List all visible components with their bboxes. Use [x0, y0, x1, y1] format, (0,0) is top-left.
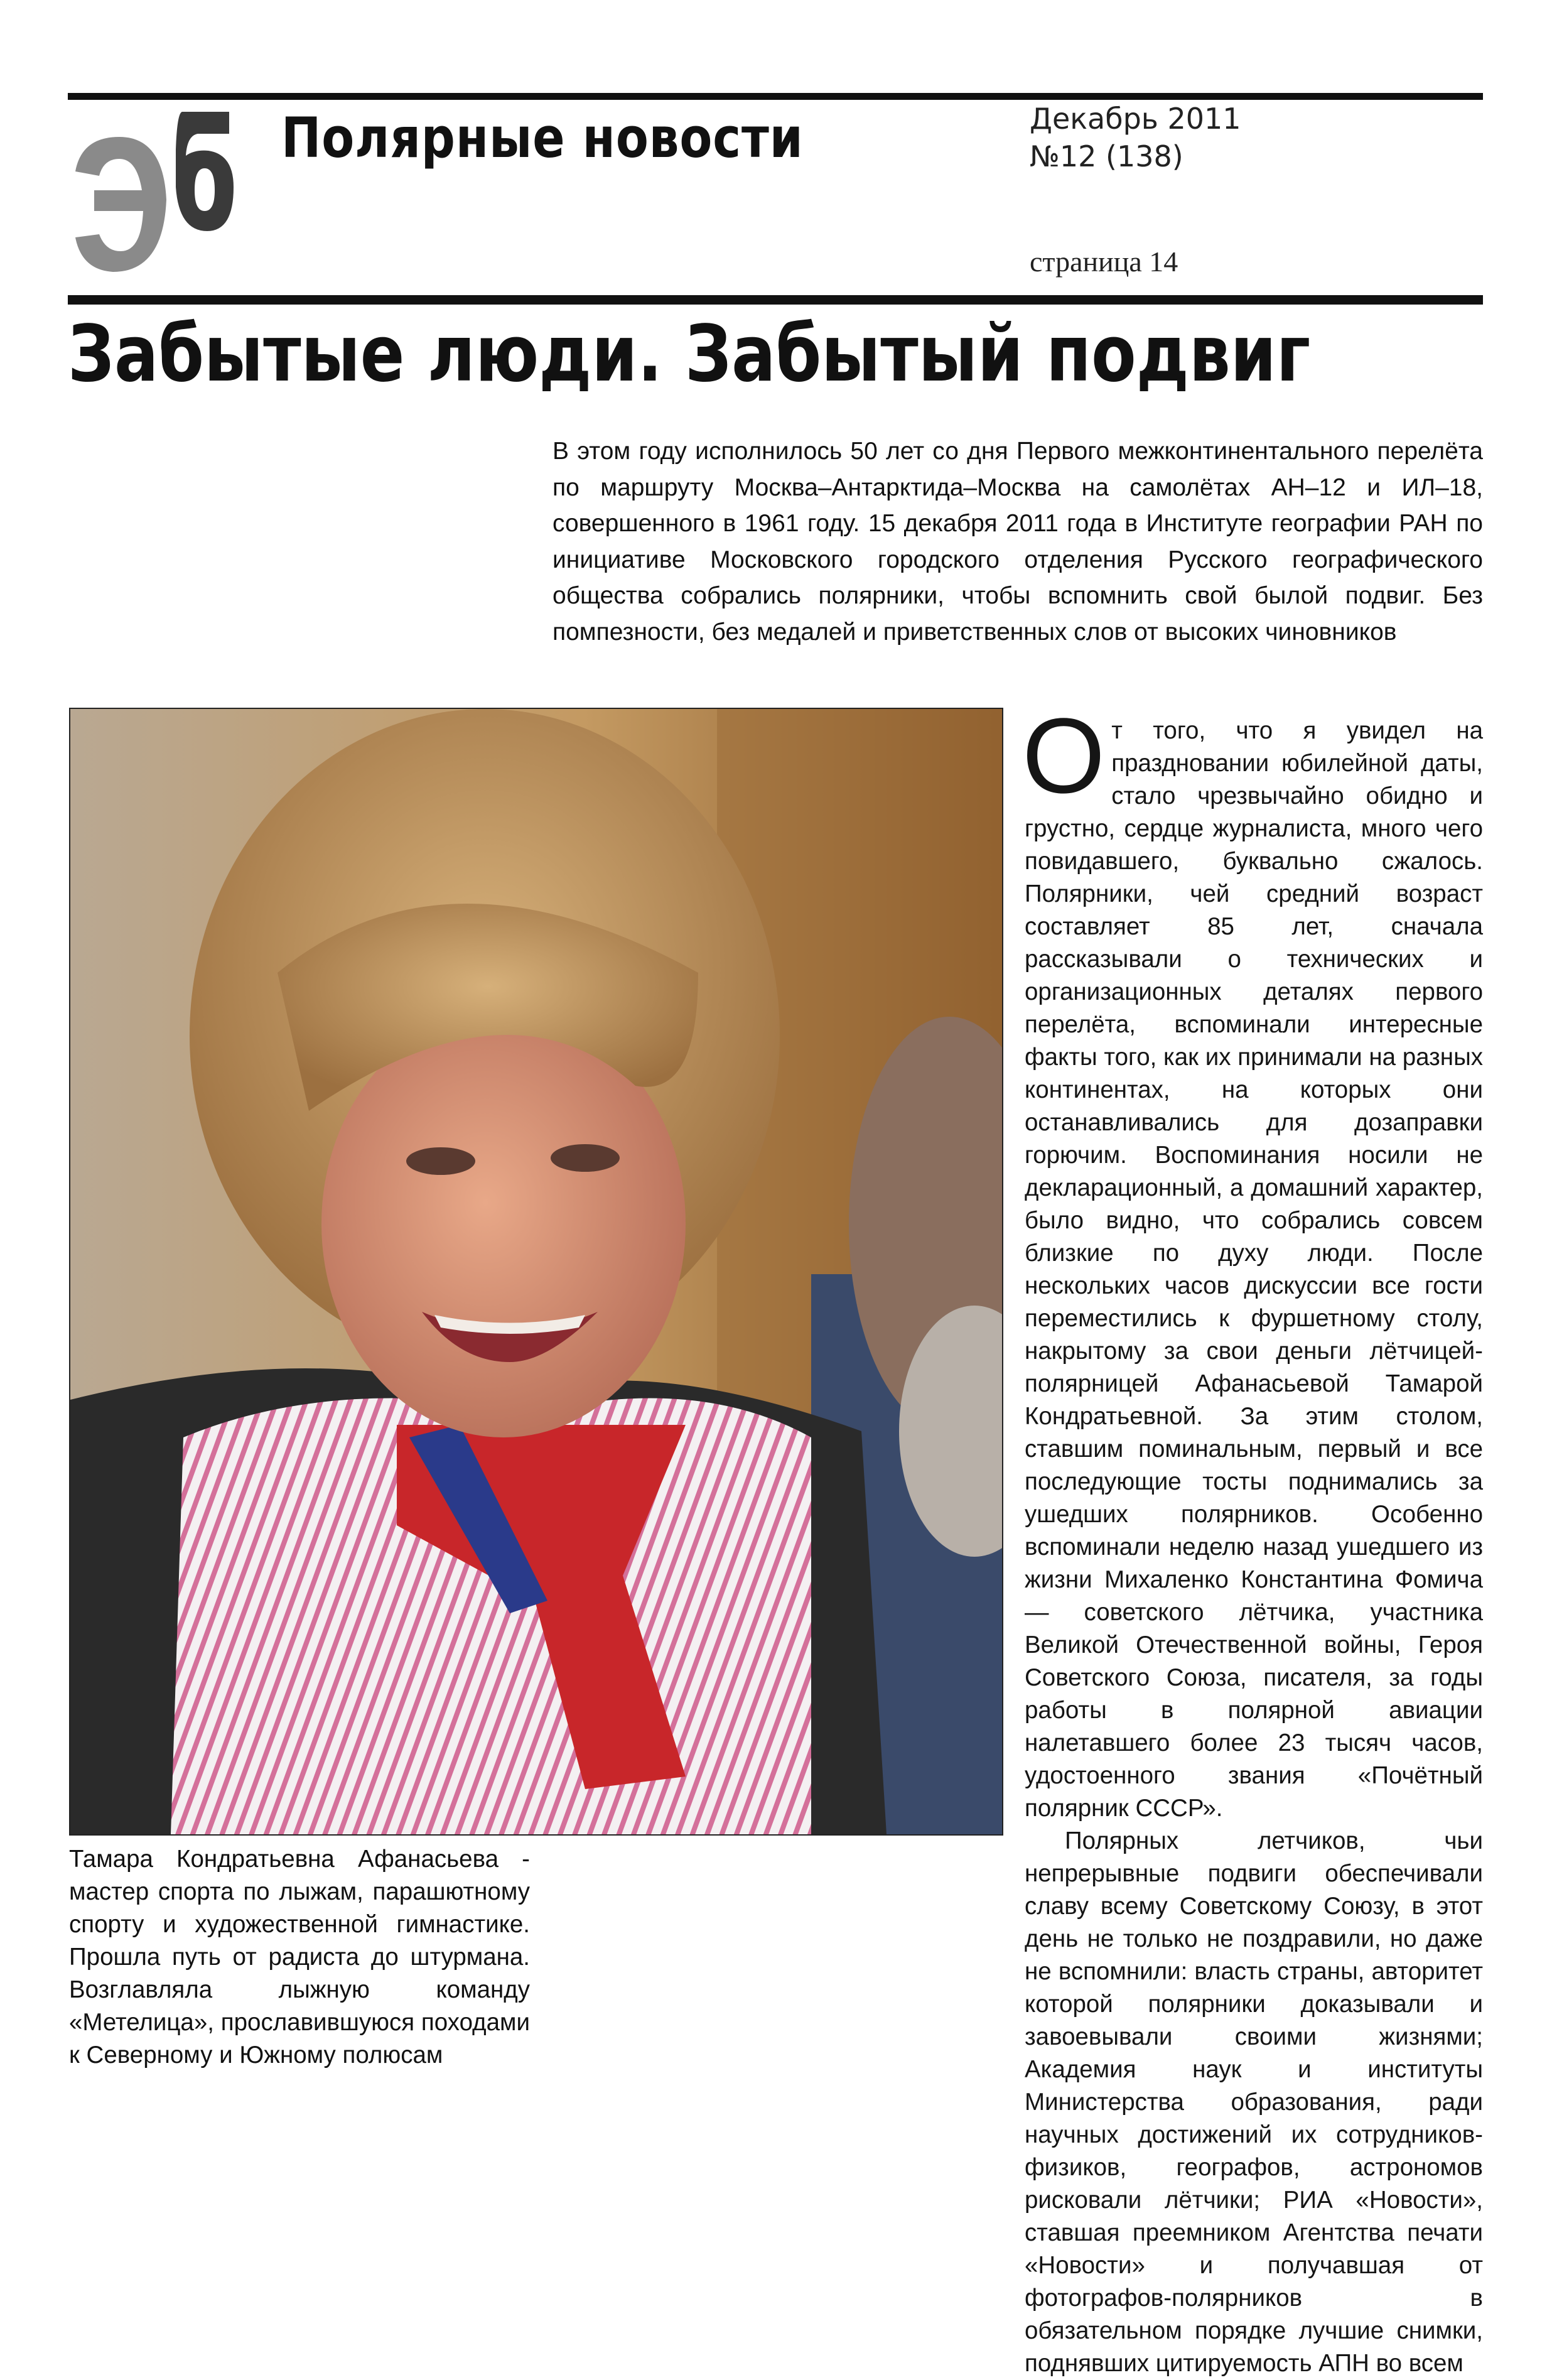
- article-body: [1022, 696, 1483, 2380]
- drop-cap: О: [1022, 696, 1106, 816]
- masthead-top-rule: [68, 93, 1483, 100]
- article-paragraph-text: т того, что я увидел на праздновании юбилейной даты, стало чрезвычайно обидно и грустно, сердце журналиста, много чего повидавшего, буквально сжалось. Полярники, чей средний возраст составляет 85 лет, сначала рассказывали о технических и организационных деталях первого перелёта, вспоминали интересные факты того, как их принимали на разных континентах, на которых они останавливались для дозаправки горючим. Воспоминания носили не декларационный, а домашний характер, было видно, что собрались совсем близкие по духу люди. После нескольких часов дискуссии все гости переместились к фуршетному столу, накрытому за свои деньги лётчицей-полярницей Афанасьевой Тамарой Кондратьевной. За этим столом, ставшим поминальным, первый и все последующие тосты поднимались за ушедших полярников. Особенно вспоминали неделю назад ушедшего из жизни Михаленко Константина Фомича — советского лётчика, участника Великой Отечественной войны, Героя Советского Союза, писателя, за годы работы в полярной авиации налетавшего более 23 тысяч часов, удостоенного звания «Почётный полярник СССР».: [1025, 717, 1483, 1822]
- page-number-label: страница 14: [1030, 246, 1178, 278]
- article-lead: В этом году исполнилось 50 лет со дня Первого межконтинентального перелёта по маршруту Москва–Антарктида–Москва на самолётах АН–12 и ИЛ–18, совершенного в 1961 году. 15 декабря 2011 года в Институте географии РАН по инициативе Московского городского отделения Русского географического общества собрались полярники, чтобы вспомнить свой былой подвиг. Без помпезности, без медалей и приветственных слов от высоких чиновников: [552, 438, 1483, 646]
- article-paragraph: [1022, 696, 1483, 1825]
- eb-letters-logo-icon: [69, 105, 239, 281]
- masthead-bottom-rule: [68, 295, 1483, 305]
- newspaper-name: Полярные новости: [281, 105, 804, 170]
- article-paragraph: Полярных летчиков, чьи непрерывные подвиги обеспечивали славу всему Советскому Союзу, в этот день не только не поздравили, но даже не вспомнили: власть страны, авторитет которой полярники доказывали и завоевывали своими жизнями; Академия наук и институты Министерства образования, ради научных достижений их сотрудников-физиков, географов, астрономов рисковали лётчики; РИА «Новости», ставшая преемником Агентства печати «Новости» и получавшая от фотографов-полярников в обязательном порядке лучшие снимки, поднявших цитируемость АПН во всем: [1025, 1827, 1483, 2377]
- photo-caption: Тамара Кондратьевна Афанасьева - мастер спорта по лыжам, парашютному спорту и художественной гимнастике. Прошла путь от радиста до штурмана. Возглавляла лыжную команду «Метелица», прославившуюся походами к Северному и Южному полюсам: [69, 1846, 530, 2069]
- article-headline: Забытые люди. Забытый подвиг: [68, 309, 1311, 399]
- issue-number: №12 (138): [1030, 139, 1183, 173]
- issue-date: Декабрь 2011: [1030, 102, 1241, 136]
- portrait-photo-icon: [69, 708, 1003, 1836]
